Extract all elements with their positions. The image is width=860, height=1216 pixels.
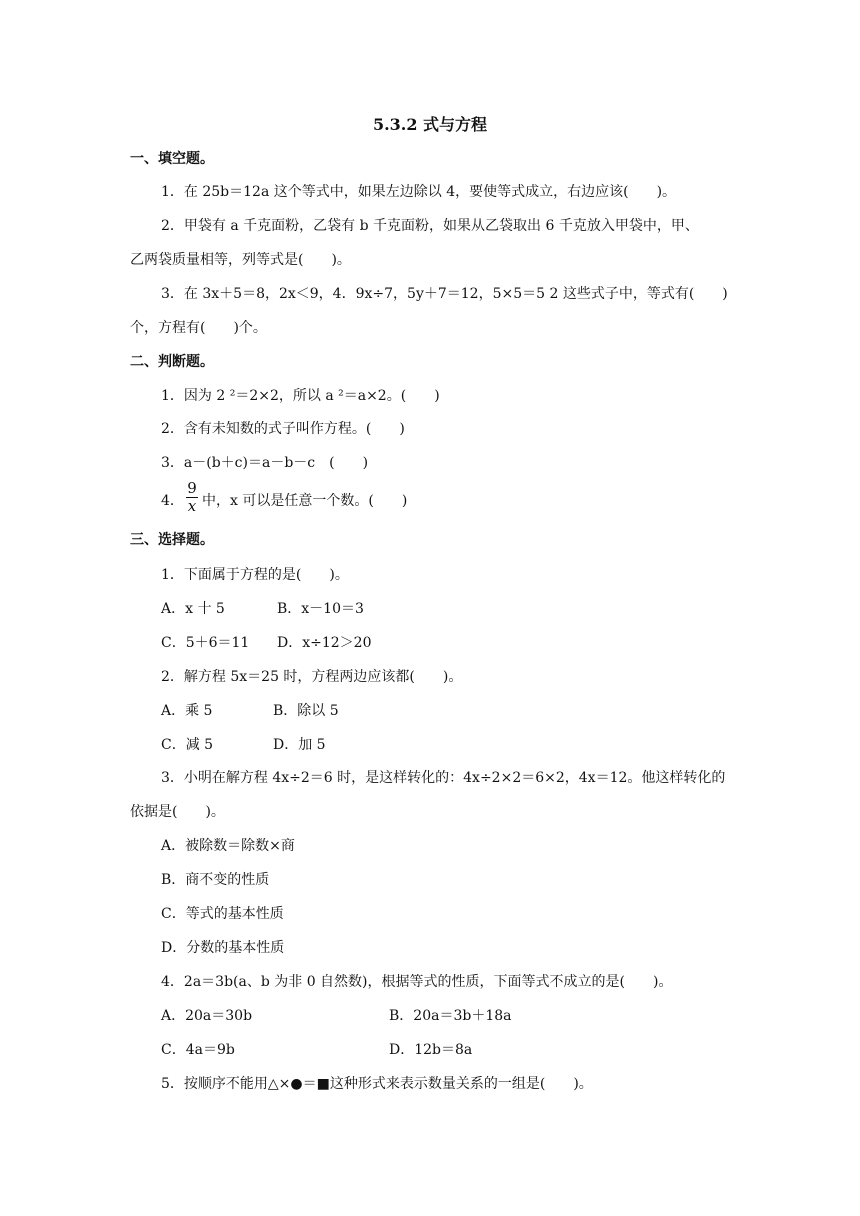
question-2-1: 1．因为 2 ²＝2×2，所以 a ²＝a×2。( ) (161, 388, 440, 404)
question-3-3-line1: 3．小明在解方程 4x÷2＝6 时，是这样转化的：4x÷2×2＝6×2，4x＝12。他这样转化的 (161, 770, 726, 786)
question-1-1: 1．在 25b＝12a 这个等式中，如果左边除以 4，要使等式成立，右边应该( )。 (161, 184, 677, 200)
option-c: C．等式的基本性质 (161, 906, 284, 922)
question-2-4: 中，x 可以是任意一个数。( ) (202, 493, 408, 509)
question-3-2-options-row2 (161, 734, 326, 754)
option-a: A．20a＝30b (161, 1008, 253, 1024)
question-1-2-line2: 乙两袋质量相等，列等式是( )。 (130, 252, 351, 268)
section-heading-fill-blank: 一、填空题。 (130, 151, 214, 167)
option-a: A．乘 5 (161, 703, 213, 719)
option-d: D．x÷12＞20 (277, 635, 372, 651)
question-3-2-options-row1 (161, 700, 339, 720)
option-d: D．加 5 (273, 737, 326, 753)
option-b: B．20a＝3b＋18a (389, 1008, 512, 1024)
question-3-4: 4．2a＝3b(a、b 为非 0 自然数)，根据等式的性质，下面等式不成立的是( )。 (161, 974, 673, 990)
option-b: B．商不变的性质 (161, 872, 270, 888)
question-1-3-line1: 3．在 3x＋5＝8，2x＜9，4．9x÷7，5y＋7＝12，5×5＝5 2 这些式子中，等式有( ) (161, 286, 728, 302)
question-3-4-options-row2 (161, 1039, 473, 1059)
section-heading-multiple-choice: 三、选择题。 (130, 532, 214, 548)
question-3-5: 5．按顺序不能用△×●＝■这种形式来表示数量关系的一组是( )。 (161, 1076, 593, 1092)
option-c: C．减 5 (161, 737, 214, 753)
option-b: B．x－10＝3 (277, 601, 364, 617)
option-a: A．x 十 5 (161, 601, 225, 617)
question-3-4-options-row1 (161, 1005, 512, 1025)
question-1-2-line1: 2．甲袋有 a 千克面粉，乙袋有 b 千克面粉，如果从乙袋取出 6 千克放入甲袋中，甲、 (161, 218, 699, 234)
fraction-9-over-x (186, 480, 198, 515)
option-d: D．12b＝8a (389, 1042, 473, 1058)
question-1-3-line2: 个，方程有( )个。 (130, 320, 267, 336)
option-a: A．被除数＝除数×商 (161, 838, 295, 854)
question-3-1-options-row2 (161, 632, 372, 652)
option-b: B．除以 5 (273, 703, 339, 719)
question-2-3: 3．a－(b＋c)＝a－b－c ( ) (161, 455, 369, 471)
option-c: C．5＋6＝11 (161, 635, 250, 651)
option-d: D．分数的基本性质 (161, 940, 285, 956)
question-3-2: 2．解方程 5x＝25 时，方程两边应该都( )。 (161, 669, 463, 685)
question-3-1-options-row1 (161, 598, 364, 618)
question-2-2: 2．含有未知数的式子叫作方程。( ) (161, 421, 405, 437)
question-3-3-line2: 依据是( )。 (130, 804, 225, 820)
fraction-denominator: x (187, 497, 197, 515)
question-2-4-number: 4． (161, 493, 184, 509)
option-c: C．4a＝9b (161, 1042, 235, 1058)
page-title: 5.3.2 式与方程 (372, 115, 488, 134)
question-3-1: 1．下面属于方程的是( )。 (161, 567, 349, 583)
section-heading-true-false: 二、判断题。 (130, 354, 214, 370)
fraction-numerator: 9 (187, 479, 197, 497)
